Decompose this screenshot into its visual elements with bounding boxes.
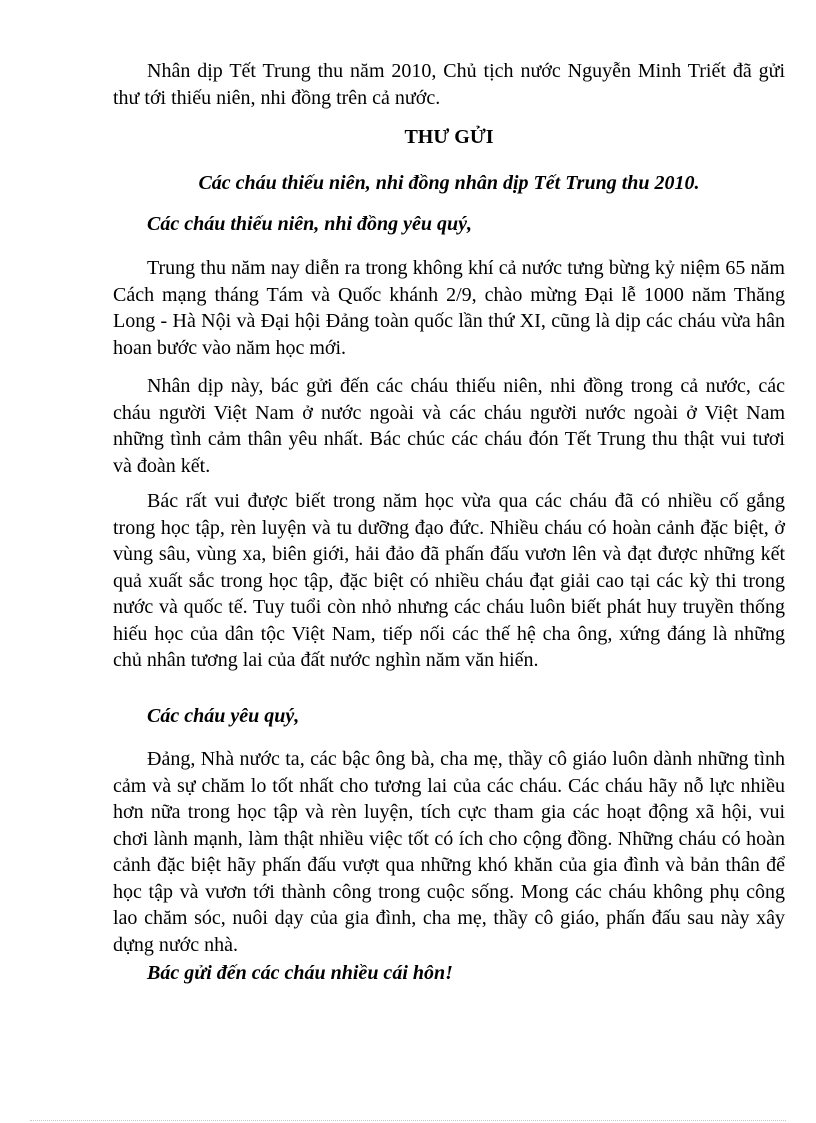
page-bottom-rule [30,1120,786,1121]
letter-title: THƯ GỬI [404,126,494,148]
paragraph-4: Đảng, Nhà nước ta, các bậc ông bà, cha mẹ, thầy cô giáo luôn dành những tình cảm và sự chăm lo tốt nhất cho tương lai của các cháu. Các cháu hãy nỗ lực nhiều hơn nữa trong học tập và rèn luyện, tích cực tham gia các hoạt động xã hội, vui chơi lành mạnh, làm thật nhiều việc tốt có ích cho cộng đồng. Những cháu có hoàn cảnh đặc biệt hãy phấn đấu vượt qua những khó khăn của gia đình và bản thân để học tập và vươn tới thành công trong cuộc sống. Mong các cháu không phụ công lao chăm sóc, nuôi dạy của gia đình, cha mẹ, thầy cô giáo, phấn đấu sau này xây dựng nước nhà. [113,748,785,956]
intro-paragraph: Nhân dịp Tết Trung thu năm 2010, Chủ tịch nước Nguyễn Minh Triết đã gửi thư tới thiếu niên, nhi đồng trên cả nước. [113,60,785,109]
closing: Bác gửi đến các cháu nhiều cái hôn! [147,962,453,984]
paragraph-3: Bác rất vui được biết trong năm học vừa qua các cháu đã có nhiều cố gắng trong học tập, rèn luyện và tu dưỡng đạo đức. Nhiều cháu có hoàn cảnh đặc biệt, ở vùng sâu, vùng xa, biên giới, hải đảo đã phấn đấu vươn lên và đạt được những kết quả xuất sắc trong học tập, đặc biệt có nhiều cháu đạt giải cao tại các kỳ thi trong nước và quốc tế. Tuy tuổi còn nhỏ nhưng các cháu luôn biết phát huy truyền thống hiếu học của dân tộc Việt Nam, tiếp nối các thế hệ cha ông, xứng đáng là những chủ nhân tương lai của đất nước nghìn năm văn hiến. [113,490,785,671]
greeting: Các cháu thiếu niên, nhi đồng yêu quý, [147,213,473,235]
letter-subtitle: Các cháu thiếu niên, nhi đồng nhân dịp Tết Trung thu 2010. [198,172,700,194]
greeting-2: Các cháu yêu quý, [147,705,300,727]
paragraph-1: Trung thu năm nay diễn ra trong không khí cả nước tưng bừng kỷ niệm 65 năm Cách mạng tháng Tám và Quốc khánh 2/9, chào mừng Đại lễ 1000 năm Thăng Long - Hà Nội và Đại hội Đảng toàn quốc lần thứ XI, cũng là dịp các cháu vừa hân hoan bước vào năm học mới. [113,257,785,359]
paragraph-2: Nhân dịp này, bác gửi đến các cháu thiếu niên, nhi đồng trong cả nước, các cháu người Việt Nam ở nước ngoài và các cháu người nước ngoài ở Việt Nam những tình cảm thân yêu nhất. Bác chúc các cháu đón Tết Trung thu thật vui tươi và đoàn kết. [113,375,785,477]
